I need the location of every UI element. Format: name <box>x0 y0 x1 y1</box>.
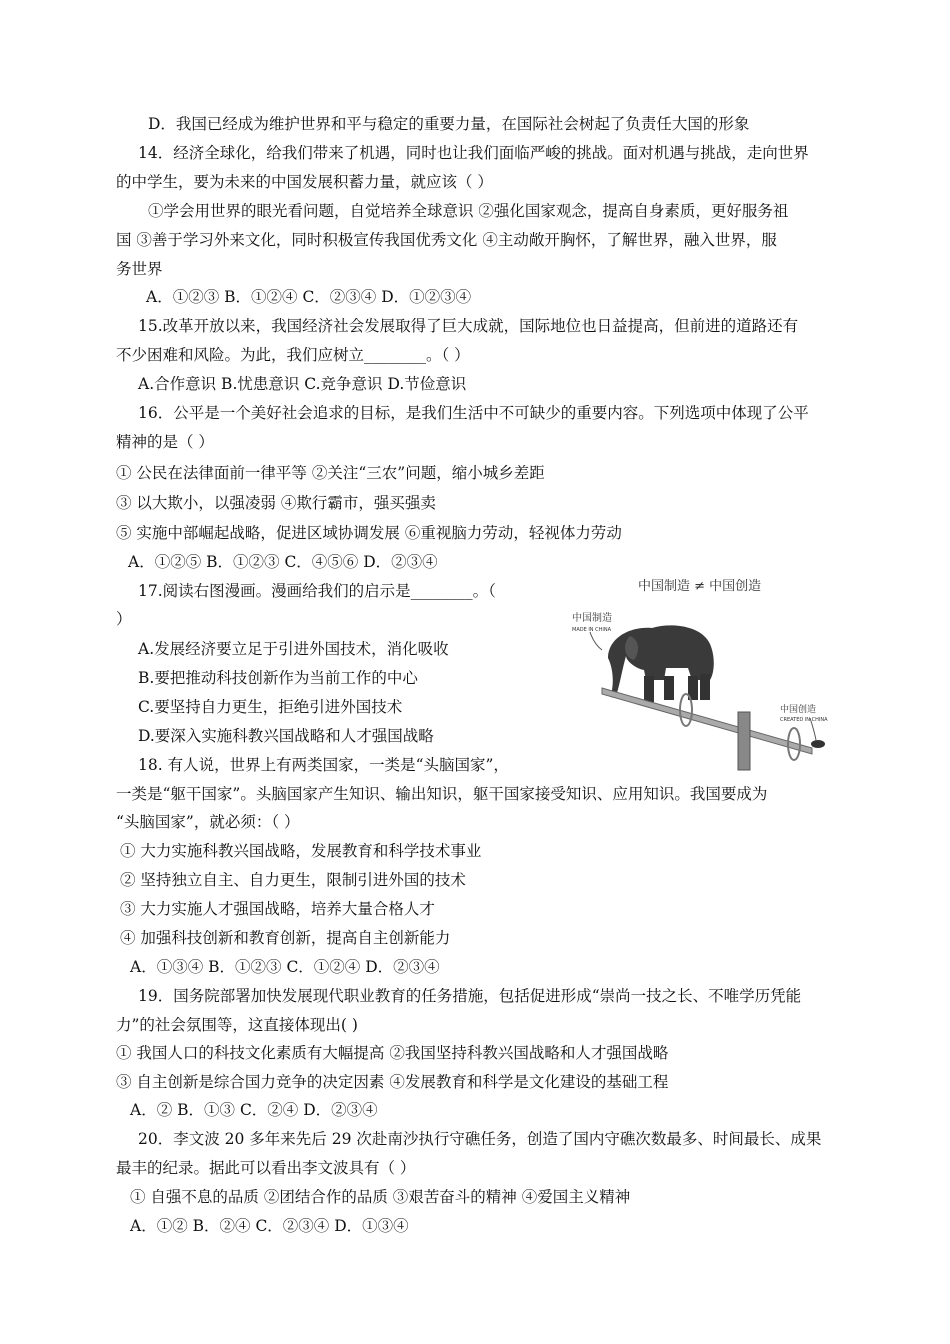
q19-item-line2: ③ 自主创新是综合国力竞争的决定因素 ④发展教育和科学是文化建设的基础工程 <box>116 1073 669 1091</box>
q14-stem-line2: 的中学生，要为未来的中国发展积蓄力量，就应该（ ） <box>116 173 493 191</box>
q20-options: A．①② B．②④ C．②③④ D．①③④ <box>130 1217 409 1235</box>
q14-item-line2: 国 ③善于学习外来文化，同时积极宣传我国优秀文化 ④主动敞开胸怀，了解世界，融入世界，服 <box>116 231 777 249</box>
q20-items: ① 自强不息的品质 ②团结合作的品质 ③艰苦奋斗的精神 ④爱国主义精神 <box>130 1188 631 1206</box>
q16-options: A．①②⑤ B．①②③ C．④⑤⑥ D．②③④ <box>128 553 438 571</box>
q14-stem-line1: 14．经济全球化，给我们带来了机遇，同时也让我们面临严峻的挑战。面对机遇与挑战，走向世界 <box>138 144 809 162</box>
q20-stem-line2: 最丰的纪录。据此可以看出李文波具有（ ） <box>116 1159 416 1177</box>
q17-option-c: C.要坚持自力更生，拒绝引进外国技术 <box>138 698 403 716</box>
small-figure <box>811 740 825 748</box>
q16-stem-line2: 精神的是（ ） <box>116 433 214 451</box>
seesaw <box>602 688 812 770</box>
q16-item-line1: ① 公民在法律面前一律平等 ②关注“三农”问题，缩小城乡差距 <box>116 464 545 482</box>
q15-stem-line2: 不少困难和风险。为此，我们应树立________。（ ） <box>116 346 470 364</box>
q18-options: A．①③④ B．①②③ C．①②④ D．②③④ <box>130 958 440 976</box>
q19-stem-line2: 力”的社会氛围等，这直接体现出( ) <box>116 1016 358 1034</box>
cartoon-image <box>568 572 830 772</box>
q18-item-4: ④ 加强科技创新和教育创新，提高自主创新能力 <box>120 929 451 947</box>
q16-item-line3: ⑤ 实施中部崛起战略，促进区域协调发展 ⑥重视脑力劳动，轻视体力劳动 <box>116 524 622 542</box>
elephant-illustration <box>608 625 714 702</box>
q14-options: A．①②③ B．①②④ C．②③④ D．①②③④ <box>146 288 472 306</box>
q17-option-a: A.发展经济要立足于引进外国技术，消化吸收 <box>138 640 449 658</box>
q17-stem-line1: 17.阅读右图漫画。漫画给我们的启示是________。（ <box>138 582 496 600</box>
cartoon-left-label: 中国制造 <box>572 613 612 624</box>
q16-item-line2: ③ 以大欺小，以强凌弱 ④欺行霸市，强买强卖 <box>116 494 436 512</box>
cartoon-right-sub: CREATED IN CHINA <box>780 717 828 723</box>
q18-item-3: ③ 大力实施人才强国战略，培养大量合格人才 <box>120 900 435 918</box>
q18-item-1: ① 大力实施科教兴国战略，发展教育和科学技术事业 <box>120 842 482 860</box>
q16-stem-line1: 16．公平是一个美好社会追求的目标，是我们生活中不可缺少的重要内容。下列选项中体现了公平 <box>138 404 809 422</box>
q14-item-line3: 务世界 <box>116 260 163 278</box>
q18-stem-line1: 18. 有人说，世界上有两类国家，一类是“头脑国家”， <box>138 756 509 774</box>
left-pointer-line <box>590 632 602 650</box>
q15-stem-line1: 15.改革开放以来，我国经济社会发展取得了巨大成就，国际地位也日益提高，但前进的道路还有 <box>138 317 799 335</box>
q17-option-d: D.要深入实施科教兴国战略和人才强国战略 <box>138 727 434 745</box>
q17-stem-line2: ） <box>116 610 132 628</box>
cartoon-left-sub: MADE IN CHINA <box>572 627 612 633</box>
q19-item-line1: ① 我国人口的科技文化素质有大幅提高 ②我国坚持科教兴国战略和人才强国战略 <box>116 1044 669 1062</box>
cartoon-right-label: 中国创造 <box>780 705 817 715</box>
cartoon-title: 中国制造 ≠ 中国创造 <box>638 579 762 594</box>
q18-item-2: ② 坚持独立自主、自力更生，限制引进外国的技术 <box>120 871 466 889</box>
q19-options: A．② B．①③ C．②④ D．②③④ <box>130 1101 378 1119</box>
q18-stem-line3: “头脑国家”，就必须：（ ） <box>116 813 300 831</box>
q20-stem-line1: 20．李文波 20 多年来先后 29 次赴南沙执行守礁任务，创造了国内守礁次数最多、时间最长、成果 <box>138 1130 822 1148</box>
q19-stem-line1: 19．国务院部署加快发展现代职业教育的任务措施，包括促进形成“崇尚一技之长、不唯学历凭能 <box>138 987 802 1005</box>
q15-options: A.合作意识 B.忧患意识 C.竞争意识 D.节俭意识 <box>138 375 467 393</box>
q14-item-line1: ①学会用世界的眼光看问题，自觉培养全球意识 ②强化国家观念，提高自身素质，更好服务祖 <box>148 202 789 220</box>
q13-option-d: D．我国已经成为维护世界和平与稳定的重要力量，在国际社会树起了负责任大国的形象 <box>148 115 750 133</box>
q18-stem-line2: 一类是“躯干国家”。头脑国家产生知识、输出知识，躯干国家接受知识、应用知识。我国要成为 <box>116 785 768 803</box>
q17-option-b: B.要把推动科技创新作为当前工作的中心 <box>138 669 418 687</box>
